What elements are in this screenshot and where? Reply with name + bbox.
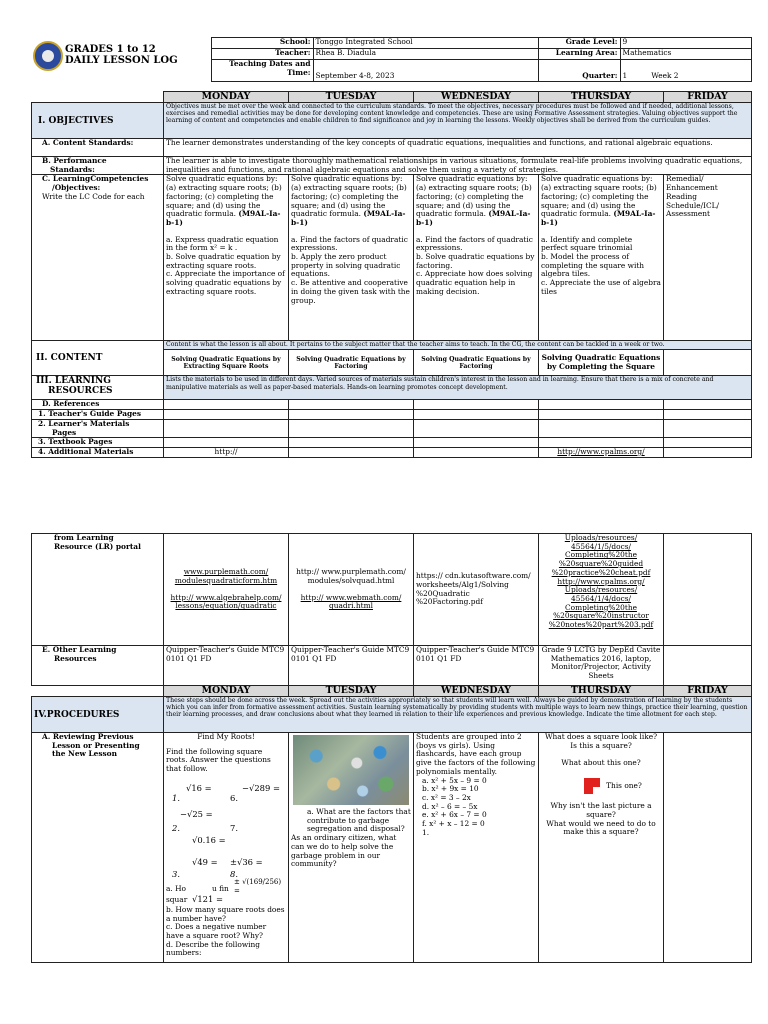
question-a-end: u fin — [212, 883, 229, 893]
question-a-square: squar — [166, 894, 188, 904]
lr-monday-link-2[interactable]: http:// www.algebrahelp.com/ lessons/equation/quadratic — [170, 592, 282, 611]
teacher-value: Rhea B. Diadula — [313, 49, 538, 60]
grade-label: Grade Level: — [538, 38, 620, 49]
additional-thursday-link[interactable]: http://www.cpalms.org/ — [539, 447, 664, 457]
day-monday: MONDAY — [164, 92, 289, 103]
polynomial-item: e. x² + 6x – 7 = 0 — [422, 810, 487, 820]
question-item: Is this a square? — [570, 740, 632, 750]
question-a-start: a. Ho — [166, 883, 186, 893]
comp-thursday — [539, 175, 664, 341]
school-value: Tonggo Integrated School — [313, 38, 538, 49]
activity-intro: Find the following square roots. Answer the questions that follow. — [166, 746, 271, 774]
dates-value: September 4-8, 2023 — [313, 60, 538, 82]
list-item: c. Appreciate the importance of solving quadratic equations by extracting square roots. — [166, 269, 285, 296]
list-item: b. Solve quadratic equations by factoring. — [416, 252, 535, 270]
day-friday: FRIDAY — [664, 92, 752, 103]
list-item: c. Appreciate how does solving quadratic equation help in making decision. — [416, 269, 533, 296]
review-tuesday — [289, 733, 414, 963]
content-label: II. CONTENT — [32, 341, 164, 376]
math-expr: √0.16 = — [192, 834, 226, 845]
question-item: As an ordinary citizen, what can we do to help solve the garbage problem in our community? — [291, 833, 397, 869]
lr-monday-link-1[interactable]: www.purplemath.com/ modulesquadraticform.htm — [174, 567, 278, 585]
list-item: a. Identify and complete perfect square trinomial — [541, 234, 633, 253]
comp-code: (M9AL-Ia-b-1) — [166, 209, 281, 227]
comp-code: (M9AL-Ia-b-1) — [541, 209, 656, 227]
list-item: a. Find the factors of quadratic expressions. — [291, 234, 408, 253]
week-value: Week 2 — [651, 71, 679, 81]
content-monday: Solving Quadratic Equations by Extracting Square Roots — [164, 350, 289, 376]
math-expr: √49 = — [192, 856, 218, 867]
objectives-note: Objectives must be met over the week and connected to the curriculum standards. To meet the objectives, necessary procedures must be followed and if needed, additional lessons, exercises and remedial activities may be done for developing content knowledge and competencies. These are using Formative Assessment strategies. Valuing objectives support the learning of content and competencies and enable children to find significance and joy in learning the lessons. Weekly objectives shall be derived from the curriculum guides. — [164, 103, 752, 139]
math-expr: ± √(169/256) = — [234, 877, 282, 895]
day-thursday: THURSDAY — [539, 92, 664, 103]
question-item: a. What are the factors that contribute to garbage segregation and disposal? — [307, 807, 411, 834]
lr-label-2: Resource (LR) portal — [54, 541, 141, 551]
comp-intro: Solve quadratic equations by: (a) extracting square roots; (b) factoring; (c) completing the square; and (d) using the quadratic formula. — [541, 174, 657, 219]
content-standards-text: The learner demonstrates understanding of the key concepts of quadratic equations, inequalities and functions, and rational algebraic equations. — [164, 139, 752, 157]
content-wednesday: Solving Quadratic Equations by Factoring — [414, 350, 539, 376]
math-num-1: 1. — [172, 792, 180, 803]
title-line1: GRADES 1 to 12 — [65, 43, 156, 55]
dates-label-1: Teaching Dates and — [229, 59, 311, 68]
list-item: b. Model the process of completing the square with algebra tiles. — [541, 252, 645, 279]
polynomial-item: c. x² = 3 – 2x — [422, 792, 471, 802]
lesson-table-page1 — [31, 91, 752, 458]
other-wednesday: Quipper-Teacher's Guide MTC9 0101 Q1 FD — [414, 646, 539, 686]
list-item: b. Solve quadratic equation by extracting square roots. — [166, 252, 281, 270]
review-thursday — [539, 733, 664, 963]
lr-thursday-link-2[interactable]: http://www.cpalms.org/ — [557, 576, 645, 586]
math-expr: ±√36 = — [230, 856, 263, 867]
other-monday: Quipper-Teacher's Guide MTC9 0101 Q1 FD — [164, 646, 289, 686]
list-item: a. Express quadratic equation in the form x² = k . — [166, 234, 279, 253]
day-friday: FRIDAY — [664, 686, 752, 697]
day-tuesday: TUESDAY — [289, 92, 414, 103]
comp-label-3: Write the LC Code for each — [42, 191, 145, 201]
activity-title: Find My Roots! — [197, 732, 255, 741]
day-tuesday: TUESDAY — [289, 686, 414, 697]
teacher-label: Teacher: — [211, 49, 313, 60]
math-num-8: 8. — [230, 868, 238, 879]
day-monday: MONDAY — [164, 686, 289, 697]
objectives-label: I. OBJECTIVES — [32, 103, 164, 139]
review-wednesday — [414, 733, 539, 963]
lr-thursday-link-1[interactable]: Uploads/resources/ 45564/1/5/docs/ Completing%20the %20square%20guided %20practice%20cheat.pdf — [551, 533, 651, 577]
other-label-2: Resources — [54, 653, 97, 663]
tg-label: 1. Teacher's Guide Pages — [32, 410, 164, 420]
question-item: What about this one? — [561, 758, 641, 768]
area-label: Learning Area: — [538, 49, 620, 60]
math-num-6: 6. — [230, 792, 238, 803]
math-expr: −√25 = — [180, 808, 213, 819]
list-item: c. Be attentive and cooperative in doing the given task with the group. — [291, 278, 410, 305]
question-item: What does a square look like? — [544, 732, 658, 741]
other-tuesday: Quipper-Teacher's Guide MTC9 0101 Q1 FD — [289, 646, 414, 686]
lm-label-1: 2. Learner's Materials — [38, 419, 130, 428]
header-table — [31, 37, 752, 82]
question-item: d. Describe the following numbers: — [166, 939, 261, 958]
comp-tuesday — [289, 175, 414, 341]
polynomial-item: a. x² + 5x – 9 = 0 — [422, 775, 487, 785]
additional-monday-link[interactable]: http:// — [164, 447, 289, 457]
comp-intro: Solve quadratic equations by: (a) extracting square roots; (b) factoring; (c) completing the square; and (d) using the quadratic formula. — [166, 174, 282, 219]
references-label: D. References — [32, 400, 164, 410]
performance-standards-text: The learner is able to investigate thoroughly mathematical relationships in various situations, formulate real-life problems involving quadratic equations, inequalities and functions, and rational algebraic equations and solve them using a variety of strategies. — [164, 157, 752, 175]
comp-wednesday — [414, 175, 539, 341]
other-thursday: Grade 9 LCTG by DepEd Cavite Mathematics 2016, laptop, Monitor/Projector, Activity Sheets — [539, 646, 664, 686]
garbage-photo — [293, 735, 409, 805]
textbook-label: 3. Textbook Pages — [32, 438, 164, 448]
list-item: a. Find the factors of quadratic expressions. — [416, 234, 533, 253]
procedures-label: IV.PROCEDURES — [32, 697, 164, 733]
lm-label-2: Pages — [52, 427, 77, 437]
math-num-2: 2. — [172, 822, 180, 833]
perf-label-2: Standards: — [50, 164, 95, 174]
content-tuesday: Solving Quadratic Equations by Factoring — [289, 350, 414, 376]
comp-intro: Solve quadratic equations by: (a) extracting square roots; (b) factoring; (c) completing the square; and (d) using the quadratic formula. — [291, 174, 407, 219]
math-expr: √121 = — [192, 893, 224, 904]
area-value: Mathematics — [620, 49, 751, 60]
comp-label-1: C. LearningCompetencies — [42, 174, 149, 184]
math-num-3: 3. — [172, 868, 180, 879]
question-item: This one? — [606, 781, 642, 791]
question-item: b. How many square roots does a number have? — [166, 904, 285, 923]
polynomial-item: d. x² – 6 = – 5x — [422, 801, 478, 811]
content-standards-label: A. Content Standards: — [32, 139, 164, 157]
lr-tuesday-link-1[interactable]: http:// www.purplemath.com/ modules/solvquad.html — [296, 567, 406, 585]
day-wednesday: WEDNESDAY — [414, 686, 539, 697]
question-item: What would we need to do to make this a square? — [546, 818, 656, 837]
math-num-7: 7. — [230, 822, 238, 833]
math-expr: √16 = — [186, 782, 212, 793]
resources-label-1: III. LEARNING — [36, 376, 111, 387]
polynomial-item: f. x² + x – 12 = 0 — [422, 819, 485, 829]
polynomial-item: b. x² + 9x = 10 — [422, 784, 479, 794]
comp-monday — [164, 175, 289, 341]
red-square-shape-icon — [584, 778, 600, 794]
question-item: Why isn't the last picture a square? — [550, 801, 652, 819]
list-item: b. Apply the zero product property in solving quadratic equations. — [291, 252, 401, 279]
resources-note: Lists the materials to be used in different days. Varied sources of materials sustain children's interest in the lesson and in learning. Ensure that there is a mix of concrete and manipulative materials as well as paper-based materials. Hands-on learning promotes concept development. — [164, 376, 752, 400]
perf-label-1: B. Performance — [42, 156, 107, 165]
list-item: c. Appreciate the use of algebra tiles — [541, 278, 661, 296]
content-thursday: Solving Quadratic Equations by Completing the Square — [539, 350, 664, 376]
additional-label: 4. Additional Materials — [32, 447, 164, 457]
school-label: School: — [211, 38, 313, 49]
polynomial-item: 1. — [422, 827, 430, 837]
day-wednesday: WEDNESDAY — [414, 92, 539, 103]
lr-label-1: from Learning — [54, 533, 114, 542]
comp-code: (M9AL-Ia-b-1) — [416, 209, 531, 227]
quarter-value: 1 — [622, 71, 628, 81]
review-label-2: Lesson or Presenting — [52, 740, 140, 750]
comp-label-2: /Objectives: — [52, 183, 101, 193]
lr-thursday-link-3[interactable]: Uploads/resources/ 45564/1/4/docs/ Completing%20the %20square%20instructor %20notes%20part%203.pdf — [548, 585, 654, 630]
comp-intro: Solve quadratic equations by: (a) extracting square roots; (b) factoring; (c) completing the square; and (d) using the quadratic formula. — [416, 174, 532, 219]
dates-label-2: Time: — [286, 67, 311, 77]
quarter-label: Quarter: — [538, 60, 620, 82]
lr-wednesday-link[interactable]: https:// cdn.kutasoftware.com/ worksheets/Alg1/Solving %20Quadratic %20Factoring.pdf — [414, 534, 539, 646]
day-thursday: THURSDAY — [539, 686, 664, 697]
activity-intro: Students are grouped into 2 (boys vs girls). Using flashcards, have each group give the factors of the following polynomials mentally. — [416, 732, 536, 776]
review-monday — [164, 733, 289, 963]
comp-code: (M9AL-Ia-b-1) — [291, 209, 406, 227]
grade-value: 9 — [620, 38, 751, 49]
title-line2: DAILY LESSON LOG — [65, 54, 178, 66]
question-item: c. Does a negative number have a square root? Why? — [166, 922, 267, 940]
review-label-3: the New Lesson — [52, 749, 117, 759]
review-label-1: A. Reviewing Previous — [42, 732, 134, 741]
content-note: Content is what the lesson is all about. It pertains to the subject matter that the teacher aims to teach. In the CG, the content can be tackled in a week or two. — [164, 341, 752, 350]
other-label-1: E. Other Learning — [42, 645, 117, 654]
resources-label-2: RESOURCES — [48, 386, 113, 397]
comp-friday: Remedial/ Enhancement Reading Schedule/ICL/ Assessment — [664, 175, 752, 341]
lesson-table-page2 — [31, 533, 752, 963]
procedures-note: These steps should be done across the week. Spread out the activities appropriately so that students will learn well. Always be guided by demonstration of learning by the students which you can infer from formative assessment activities. Sustain learning systematically by providing students with multiple ways to learn new things, practice their learning, question their learning processes, and draw conclusions about what they learned in relation to their life experiences and previous knowledge. Indicate the time allotment for each step. — [164, 697, 752, 733]
math-expr: −√289 = — [242, 782, 281, 793]
lr-tuesday-link-2[interactable]: http:// www.webmath.com/ quadri.html — [300, 592, 402, 611]
